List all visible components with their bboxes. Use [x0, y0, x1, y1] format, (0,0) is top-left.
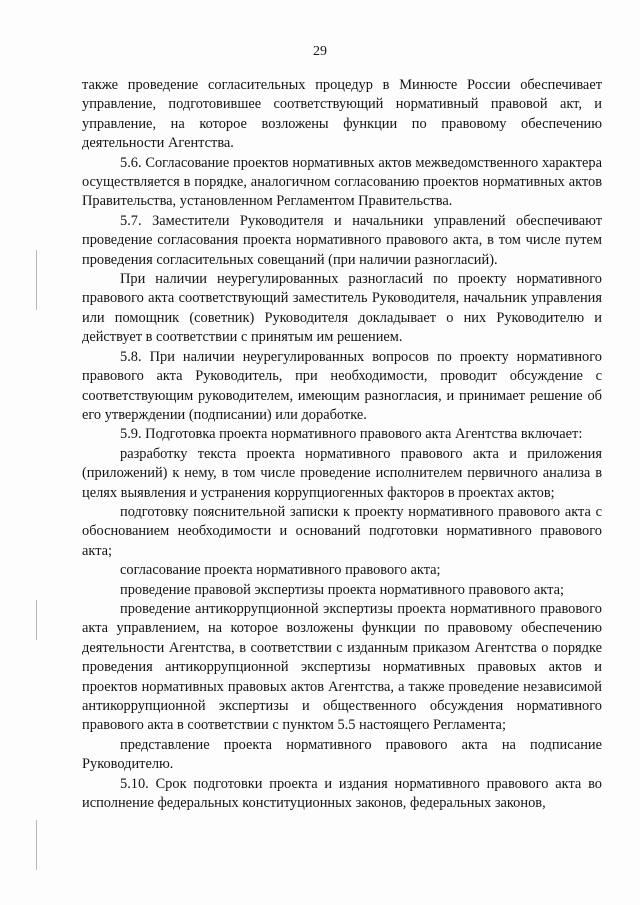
paragraph: При наличии неурегулированных разногласий по проекту нормативного правового акта соответствующий заместитель Руководителя, начальник управления или помощник (советник) Руководителя докладывает о них Руководителю и действует в соответствии с принятым им решением. [82, 271, 602, 346]
list-item: подготовку пояснительной записки к проекту нормативного правового акта с обоснованием необходимости и оснований подготовки нормативного правового акта; [82, 503, 602, 559]
paragraph-5-6: 5.6. Согласование проектов нормативных актов межведомственного характера осуществляется в порядке, аналогичном согласованию проектов нормативных актов Правительства, установленном Регламентом Правительства. [82, 154, 602, 210]
list-item: проведение правовой экспертизы проекта нормативного правового акта; [120, 581, 564, 598]
document-body [82, 76, 602, 813]
list-item: разработку текста проекта нормативного правового акта и приложения (приложений) к нему, в том числе проведение исполнителем первичного анализа в целях выявления и устранения коррупциогенных факторов в проектах актов; [82, 445, 602, 501]
paragraph: также проведение согласительных процедур в Минюсте России обеспечивает управление, подготовившее соответствующий нормативный правовой акт, и управление, на которое возложены функции по правовому обеспечению деятельности Агентства. [82, 77, 602, 152]
paragraph-5-10: 5.10. Срок подготовки проекта и издания нормативного правового акта во исполнение федеральных конституционных законов, федеральных законов, [82, 775, 602, 812]
page-number: 29 [313, 44, 327, 59]
scan-edge-mark [36, 250, 37, 310]
list-item: проведение антикоррупционной экспертизы проекта нормативного правового акта управлением, на которое возложены функции по правовому обеспечению деятельности Агентства, в соответствии с изданным приказом Агентства о порядке проведения антикоррупционной экспертизы нормативных правовых актов и проектов нормативных правовых актов Агентства, а также проведение независимой антикоррупционной экспертизы и общественного обсуждения нормативного правового акта в соответствии с пунктом 5.5 настоящего Регламента; [82, 600, 602, 734]
list-item: согласование проекта нормативного правового акта; [120, 562, 441, 579]
paragraph-5-9: 5.9. Подготовка проекта нормативного правового акта Агентства включает: [120, 426, 583, 443]
scan-edge-mark [36, 600, 37, 640]
list-item: представление проекта нормативного правового акта на подписание Руководителю. [82, 736, 602, 773]
paragraph-5-8: 5.8. При наличии неурегулированных вопросов по проекту нормативного правового акта Руководитель, при необходимости, проводит обсуждение с соответствующим руководителем, имеющим разногласия, и принимает решение об его утверждении (подписании) или доработке. [82, 348, 602, 423]
scan-edge-mark [36, 820, 37, 870]
paragraph-5-7: 5.7. Заместители Руководителя и начальники управлений обеспечивают проведение согласования проекта нормативного правового акта, в том числе путем проведения согласительных совещаний (при наличии разногласий). [82, 212, 602, 268]
